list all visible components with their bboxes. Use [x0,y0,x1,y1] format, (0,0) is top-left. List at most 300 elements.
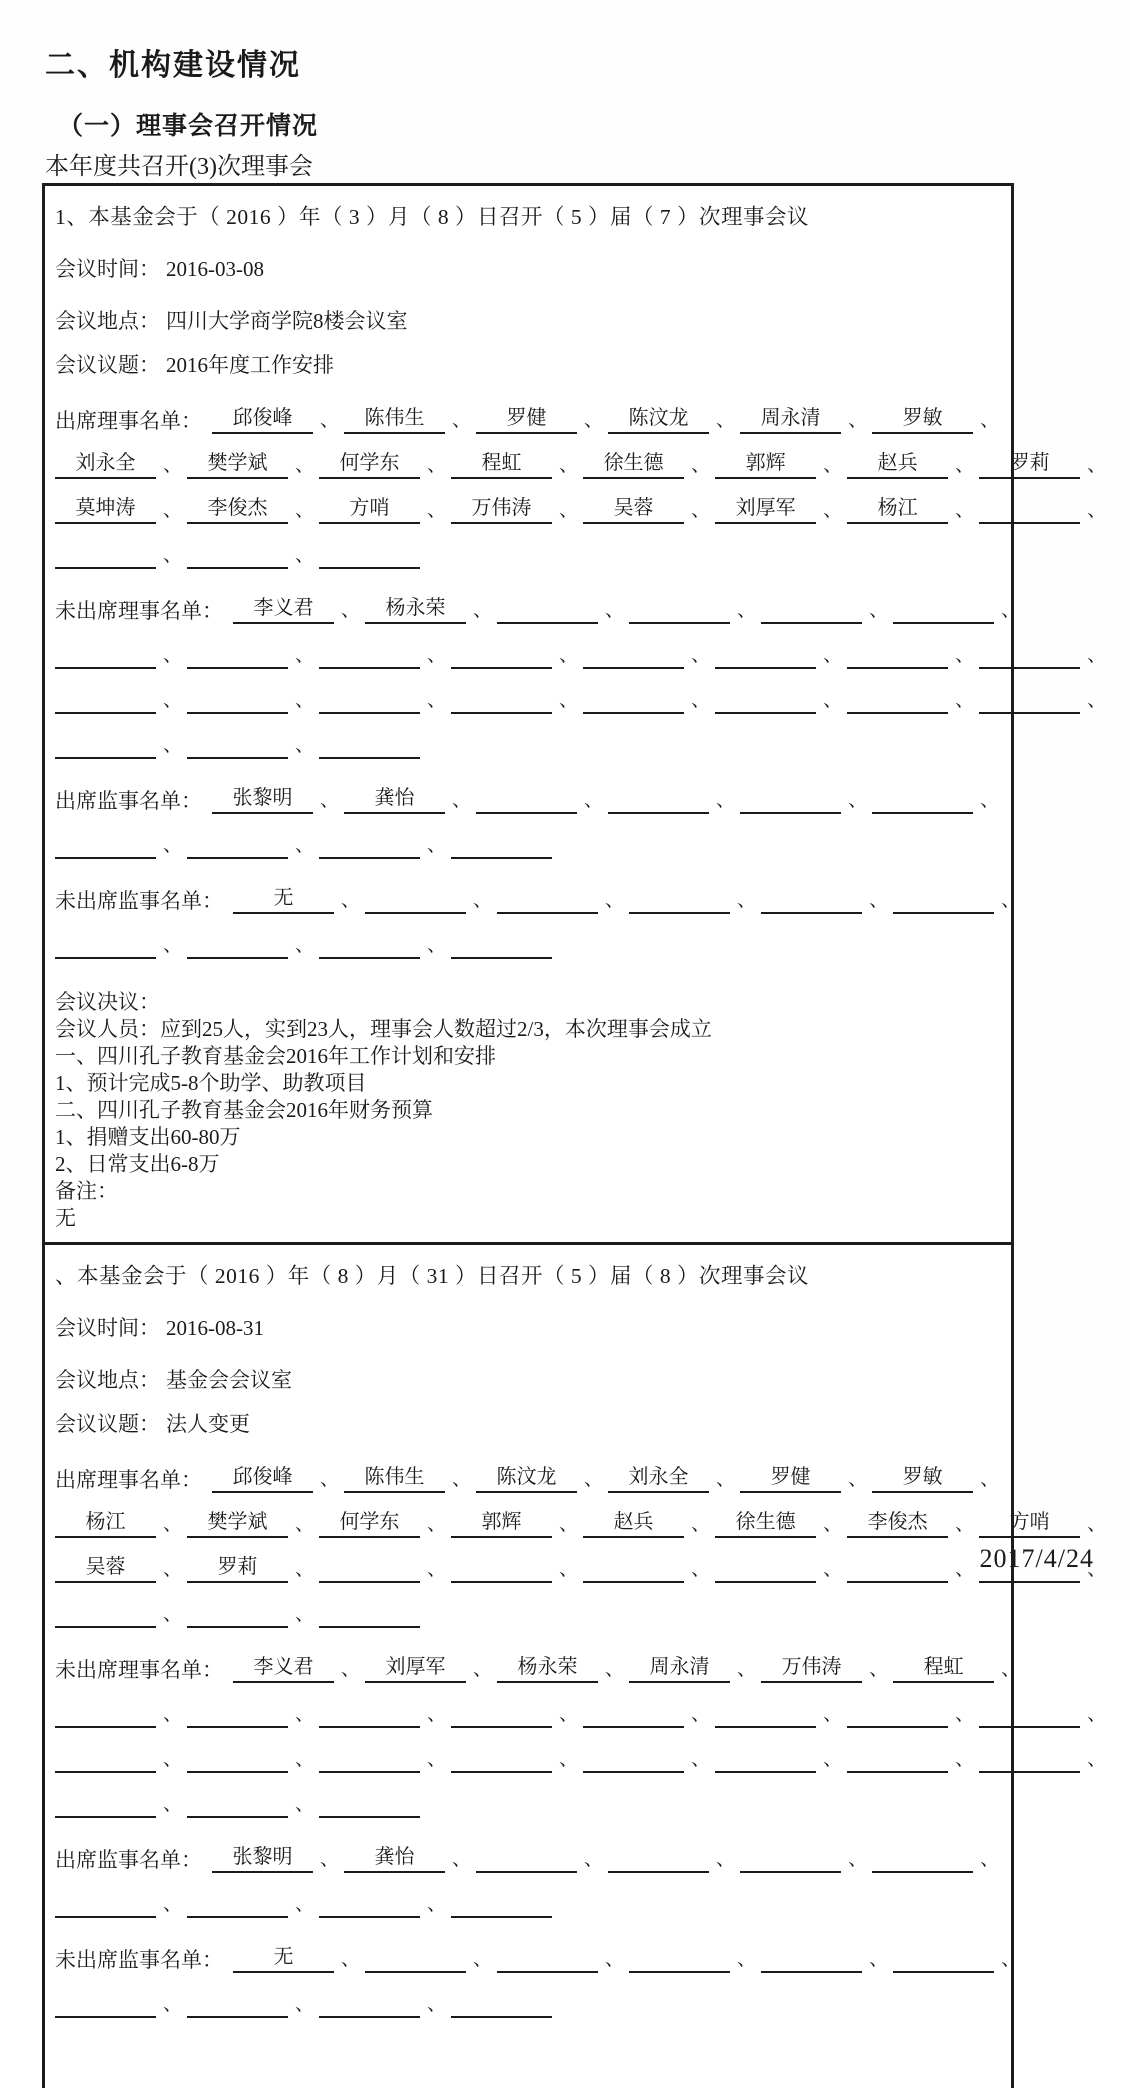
list-separator: 、 [163,1994,183,2015]
name-slot: 何学东 [319,1509,420,1538]
list-separator: 、 [295,500,315,521]
name-slot: 赵兵 [583,1509,684,1538]
name-slot: 程虹 [451,450,552,479]
empty-name-slot [497,595,598,624]
list-separator: 、 [737,600,757,621]
list-separator: 、 [823,1559,843,1580]
empty-name-slot [319,730,420,759]
empty-name-slot [319,540,420,569]
list-separator: 、 [320,1469,340,1490]
absent-supervisors-label: 未出席监事名单： [55,889,223,913]
empty-name-slot [583,1554,684,1583]
list-separator: 、 [980,410,1000,431]
name-slot: 樊学斌 [187,1509,288,1538]
name-row [55,1599,1003,1628]
list-separator: 、 [452,1849,472,1870]
empty-name-slot [55,930,156,959]
list-separator: 、 [716,1849,736,1870]
attending-supervisors-section [55,1844,1003,1918]
name-slot: 樊学斌 [187,450,288,479]
empty-name-slot [365,885,466,914]
list-separator: 、 [163,1704,183,1725]
footer-date: 2017/4/24 [979,1544,1094,1573]
resolution-line: 无 [55,1206,76,1230]
name-slot: 罗敏 [872,1464,973,1493]
name-slot: 李俊杰 [187,495,288,524]
list-separator: 、 [163,1794,183,1815]
list-separator: 、 [955,1704,975,1725]
empty-name-slot [187,540,288,569]
meeting-topic-line [55,1408,1003,1438]
name-row [55,830,1003,859]
empty-name-slot [740,785,841,814]
name-row [55,595,1021,624]
meeting-place-line [55,305,1003,335]
name-row [55,1744,1107,1773]
name-slot: 万伟涛 [451,495,552,524]
list-separator: 、 [823,690,843,711]
empty-name-slot [55,730,156,759]
list-separator: 、 [452,1469,472,1490]
empty-name-slot [608,785,709,814]
empty-name-slot [761,885,862,914]
name-slot: 杨江 [847,495,948,524]
name-slot: 龚怡 [344,1844,445,1873]
name-row [55,785,1003,814]
name-slot: 郭辉 [715,450,816,479]
meeting-place-value: 四川大学商学院8楼会议室 [166,309,408,333]
list-separator: 、 [1087,690,1107,711]
empty-name-slot [979,495,1080,524]
name-slot: 罗健 [476,405,577,434]
empty-name-slot [187,1989,288,2018]
empty-name-slot [55,540,156,569]
name-slot: 吴蓉 [583,495,684,524]
list-separator: 、 [716,790,736,811]
name-slot: 吴蓉 [55,1554,156,1583]
absent-supervisors-label: 未出席监事名单： [55,1948,223,1972]
list-separator: 、 [737,890,757,911]
list-separator: 、 [452,790,472,811]
list-separator: 、 [1001,890,1021,911]
list-separator: 、 [869,1659,889,1680]
absent-directors-label: 未出席理事名单： [55,599,223,623]
list-separator: 、 [716,1469,736,1490]
name-row [55,495,1107,524]
empty-name-slot [497,1944,598,1973]
meeting-time-value: 2016-08-31 [166,1316,264,1340]
empty-name-slot [55,1599,156,1628]
empty-name-slot [319,1599,420,1628]
empty-name-slot [629,885,730,914]
list-separator: 、 [691,1514,711,1535]
list-separator: 、 [163,500,183,521]
list-separator: 、 [1087,455,1107,476]
list-separator: 、 [295,735,315,756]
list-separator: 、 [1001,600,1021,621]
name-slot: 赵兵 [847,450,948,479]
list-separator: 、 [559,690,579,711]
empty-name-slot [583,1699,684,1728]
empty-name-slot [629,595,730,624]
list-separator: 、 [341,1659,361,1680]
meeting-topic-line [55,349,1003,379]
name-slot: 何学东 [319,450,420,479]
name-slot: 刘永全 [608,1464,709,1493]
empty-name-slot [847,1699,948,1728]
empty-name-slot [608,1844,709,1873]
name-slot: 李义君 [233,595,334,624]
list-separator: 、 [559,1514,579,1535]
list-separator: 、 [295,645,315,666]
name-row [55,1509,1107,1538]
name-slot: 程虹 [893,1654,994,1683]
list-separator: 、 [163,1514,183,1535]
empty-name-slot [319,685,420,714]
list-separator: 、 [559,1704,579,1725]
list-separator: 、 [823,1704,843,1725]
meeting-place-label: 会议地点： [55,1368,160,1392]
meeting-time-line [55,253,1003,283]
empty-name-slot [187,1744,288,1773]
name-slot: 罗健 [740,1464,841,1493]
empty-name-slot [451,640,552,669]
empty-name-slot [761,595,862,624]
name-slot: 方哨 [319,495,420,524]
empty-name-slot [451,1889,552,1918]
list-separator: 、 [295,1994,315,2015]
empty-name-slot [740,1844,841,1873]
name-slot: 杨江 [55,1509,156,1538]
list-separator: 、 [559,455,579,476]
list-separator: 、 [341,600,361,621]
meeting-time-label: 会议时间： [55,257,160,281]
list-separator: 、 [823,645,843,666]
meeting-header: 、本基金会于（ 2016 ）年（ 8 ）月（ 31 ）日召开（ 5 ）届（ 8 ）次理事会议 [55,1264,810,1288]
list-separator: 、 [848,790,868,811]
attending-directors-section [55,405,1107,569]
list-separator: 、 [1087,500,1107,521]
list-separator: 、 [163,735,183,756]
empty-name-slot [847,685,948,714]
empty-name-slot [476,1844,577,1873]
name-slot: 邱俊峰 [212,1464,313,1493]
name-slot: 刘厚军 [365,1654,466,1683]
name-row [55,1789,1003,1818]
empty-name-slot [319,930,420,959]
empty-name-slot [583,640,684,669]
attending-supervisors-label: 出席监事名单： [55,1848,202,1872]
list-separator: 、 [955,500,975,521]
list-separator: 、 [427,1894,447,1915]
absent-supervisors-section [55,885,1021,959]
empty-name-slot [319,1744,420,1773]
empty-name-slot [187,1599,288,1628]
name-row [55,640,1107,669]
name-slot: 李义君 [233,1654,334,1683]
list-separator: 、 [341,1949,361,1970]
empty-name-slot [451,1744,552,1773]
name-slot: 罗敏 [872,405,973,434]
empty-name-slot [715,640,816,669]
list-separator: 、 [869,890,889,911]
list-separator: 、 [955,645,975,666]
name-row [55,885,1021,914]
list-separator: 、 [980,790,1000,811]
meeting-time-label: 会议时间： [55,1316,160,1340]
list-separator: 、 [980,1469,1000,1490]
list-separator: 、 [691,1559,711,1580]
empty-name-slot [451,830,552,859]
name-slot: 张黎明 [212,785,313,814]
name-slot: 罗莉 [979,450,1080,479]
list-separator: 、 [295,935,315,956]
empty-name-slot [451,1989,552,2018]
name-slot: 方哨 [979,1509,1080,1538]
empty-name-slot [187,1789,288,1818]
empty-name-slot [761,1944,862,1973]
list-separator: 、 [584,410,604,431]
name-slot: 周永清 [740,405,841,434]
list-separator: 、 [691,645,711,666]
name-slot: 邱俊峰 [212,405,313,434]
list-separator: 、 [163,1894,183,1915]
empty-name-slot [319,830,420,859]
list-separator: 、 [473,1949,493,1970]
list-separator: 、 [823,1514,843,1535]
name-slot: 无 [233,885,334,914]
empty-name-slot [319,1699,420,1728]
list-separator: 、 [295,1794,315,1815]
attending-supervisors-label: 出席监事名单： [55,789,202,813]
empty-name-slot [847,640,948,669]
name-row [55,1844,1003,1873]
empty-name-slot [715,685,816,714]
meeting-resolution [55,989,1003,1232]
list-separator: 、 [295,1749,315,1770]
resolution-line: 备注： [55,1179,118,1203]
name-slot: 龚怡 [344,785,445,814]
resolution-line: 会议决议： [55,990,160,1014]
list-separator: 、 [955,1514,975,1535]
name-slot: 罗莉 [187,1554,288,1583]
meeting-time-value: 2016-03-08 [166,257,264,281]
empty-name-slot [629,1944,730,1973]
empty-name-slot [319,1889,420,1918]
list-separator: 、 [163,645,183,666]
name-slot: 周永清 [629,1654,730,1683]
name-row [55,1654,1021,1683]
resolution-line: 1、预计完成5-8个助学、助教项目 [55,1071,367,1095]
list-separator: 、 [427,835,447,856]
name-row [55,1889,1003,1918]
resolution-line: 2、日常支出6-8万 [55,1152,220,1176]
list-separator: 、 [473,1659,493,1680]
list-separator: 、 [163,1749,183,1770]
empty-name-slot [451,685,552,714]
list-separator: 、 [163,1559,183,1580]
empty-name-slot [476,785,577,814]
empty-name-slot [451,1554,552,1583]
list-separator: 、 [320,1849,340,1870]
list-separator: 、 [427,1559,447,1580]
empty-name-slot [979,1744,1080,1773]
name-slot: 陈汶龙 [608,405,709,434]
meeting-topic-value: 2016年度工作安排 [166,353,334,377]
empty-name-slot [55,1699,156,1728]
list-separator: 、 [295,1559,315,1580]
name-slot: 莫坤涛 [55,495,156,524]
name-slot: 刘厚军 [715,495,816,524]
list-separator: 、 [584,1469,604,1490]
name-slot: 刘永全 [55,450,156,479]
empty-name-slot [583,685,684,714]
name-row [55,1464,1003,1493]
list-separator: 、 [823,455,843,476]
empty-name-slot [893,885,994,914]
name-slot: 郭辉 [451,1509,552,1538]
absent-directors-section [55,1654,1107,1818]
list-separator: 、 [823,1749,843,1770]
list-separator: 、 [980,1849,1000,1870]
name-row [55,450,1107,479]
empty-name-slot [187,930,288,959]
list-separator: 、 [848,1849,868,1870]
attending-supervisors-section [55,785,1003,859]
empty-name-slot [55,1989,156,2018]
absent-supervisors-section [55,1944,1021,2018]
list-separator: 、 [869,600,889,621]
list-separator: 、 [955,690,975,711]
empty-name-slot [319,1989,420,2018]
meeting-place-line [55,1364,1003,1394]
absent-directors-label: 未出席理事名单： [55,1658,223,1682]
meeting-record [42,183,1107,1245]
empty-name-slot [715,1554,816,1583]
list-separator: 、 [1087,1749,1107,1770]
resolution-line: 会议人员：应到25人，实到23人，理事会人数超过2/3，本次理事会成立 [55,1017,712,1041]
list-separator: 、 [848,1469,868,1490]
empty-name-slot [451,930,552,959]
list-separator: 、 [584,1849,604,1870]
empty-name-slot [893,595,994,624]
empty-name-slot [979,640,1080,669]
list-separator: 、 [427,1514,447,1535]
list-separator: 、 [605,600,625,621]
list-separator: 、 [1001,1659,1021,1680]
attending-directors-label: 出席理事名单： [55,409,202,433]
name-slot: 杨永荣 [497,1654,598,1683]
meeting-header: 1、本基金会于（ 2016 ）年（ 3 ）月（ 8 ）日召开（ 5 ）届（ 7 ）次理事会议 [55,205,810,229]
name-slot: 徐生德 [715,1509,816,1538]
list-separator: 、 [427,1704,447,1725]
empty-name-slot [872,1844,973,1873]
list-separator: 、 [427,1749,447,1770]
list-separator: 、 [295,545,315,566]
list-separator: 、 [473,890,493,911]
empty-name-slot [55,1889,156,1918]
name-slot: 无 [233,1944,334,1973]
name-slot: 杨永荣 [365,595,466,624]
empty-name-slot [319,640,420,669]
list-separator: 、 [163,545,183,566]
list-separator: 、 [320,410,340,431]
list-separator: 、 [691,690,711,711]
list-separator: 、 [559,1749,579,1770]
name-row [55,685,1107,714]
name-row [55,1699,1107,1728]
attending-directors-label: 出席理事名单： [55,1468,202,1492]
list-separator: 、 [295,1514,315,1535]
list-separator: 、 [559,500,579,521]
list-separator: 、 [427,500,447,521]
list-separator: 、 [295,835,315,856]
list-separator: 、 [320,790,340,811]
list-separator: 、 [955,1749,975,1770]
absent-directors-section [55,595,1107,759]
list-separator: 、 [716,410,736,431]
name-slot: 陈汶龙 [476,1464,577,1493]
empty-name-slot [583,1744,684,1773]
empty-name-slot [872,785,973,814]
list-separator: 、 [163,835,183,856]
resolution-line: 1、捐赠支出60-80万 [55,1125,241,1149]
empty-name-slot [365,1944,466,1973]
empty-name-slot [715,1699,816,1728]
list-separator: 、 [341,890,361,911]
list-separator: 、 [869,1949,889,1970]
name-row [55,540,1003,569]
name-row [55,1989,1003,2018]
meeting-place-label: 会议地点： [55,309,160,333]
list-separator: 、 [295,1704,315,1725]
list-separator: 、 [559,1559,579,1580]
name-row [55,405,1003,434]
name-row [55,730,1003,759]
list-separator: 、 [1087,1514,1107,1535]
empty-name-slot [187,685,288,714]
list-separator: 、 [955,1559,975,1580]
list-separator: 、 [691,455,711,476]
empty-name-slot [979,1699,1080,1728]
name-slot: 陈伟生 [344,1464,445,1493]
meetings-summary: 本年度共召开(3)次理事会 [45,154,313,180]
name-slot: 陈伟生 [344,405,445,434]
empty-name-slot [847,1744,948,1773]
empty-name-slot [187,730,288,759]
list-separator: 、 [559,645,579,666]
list-separator: 、 [427,1994,447,2015]
list-separator: 、 [737,1949,757,1970]
name-slot: 万伟涛 [761,1654,862,1683]
name-slot: 张黎明 [212,1844,313,1873]
list-separator: 、 [295,690,315,711]
list-separator: 、 [584,790,604,811]
empty-name-slot [497,885,598,914]
empty-name-slot [715,1744,816,1773]
list-separator: 、 [163,1604,183,1625]
list-separator: 、 [473,600,493,621]
list-separator: 、 [1087,645,1107,666]
empty-name-slot [187,1699,288,1728]
page-title: 二、机构建设情况 [45,49,301,82]
meeting-place-value: 基金会会议室 [166,1368,292,1392]
meeting-topic-value: 法人变更 [166,1412,250,1436]
list-separator: 、 [452,410,472,431]
empty-name-slot [319,1789,420,1818]
empty-name-slot [55,640,156,669]
list-separator: 、 [295,455,315,476]
